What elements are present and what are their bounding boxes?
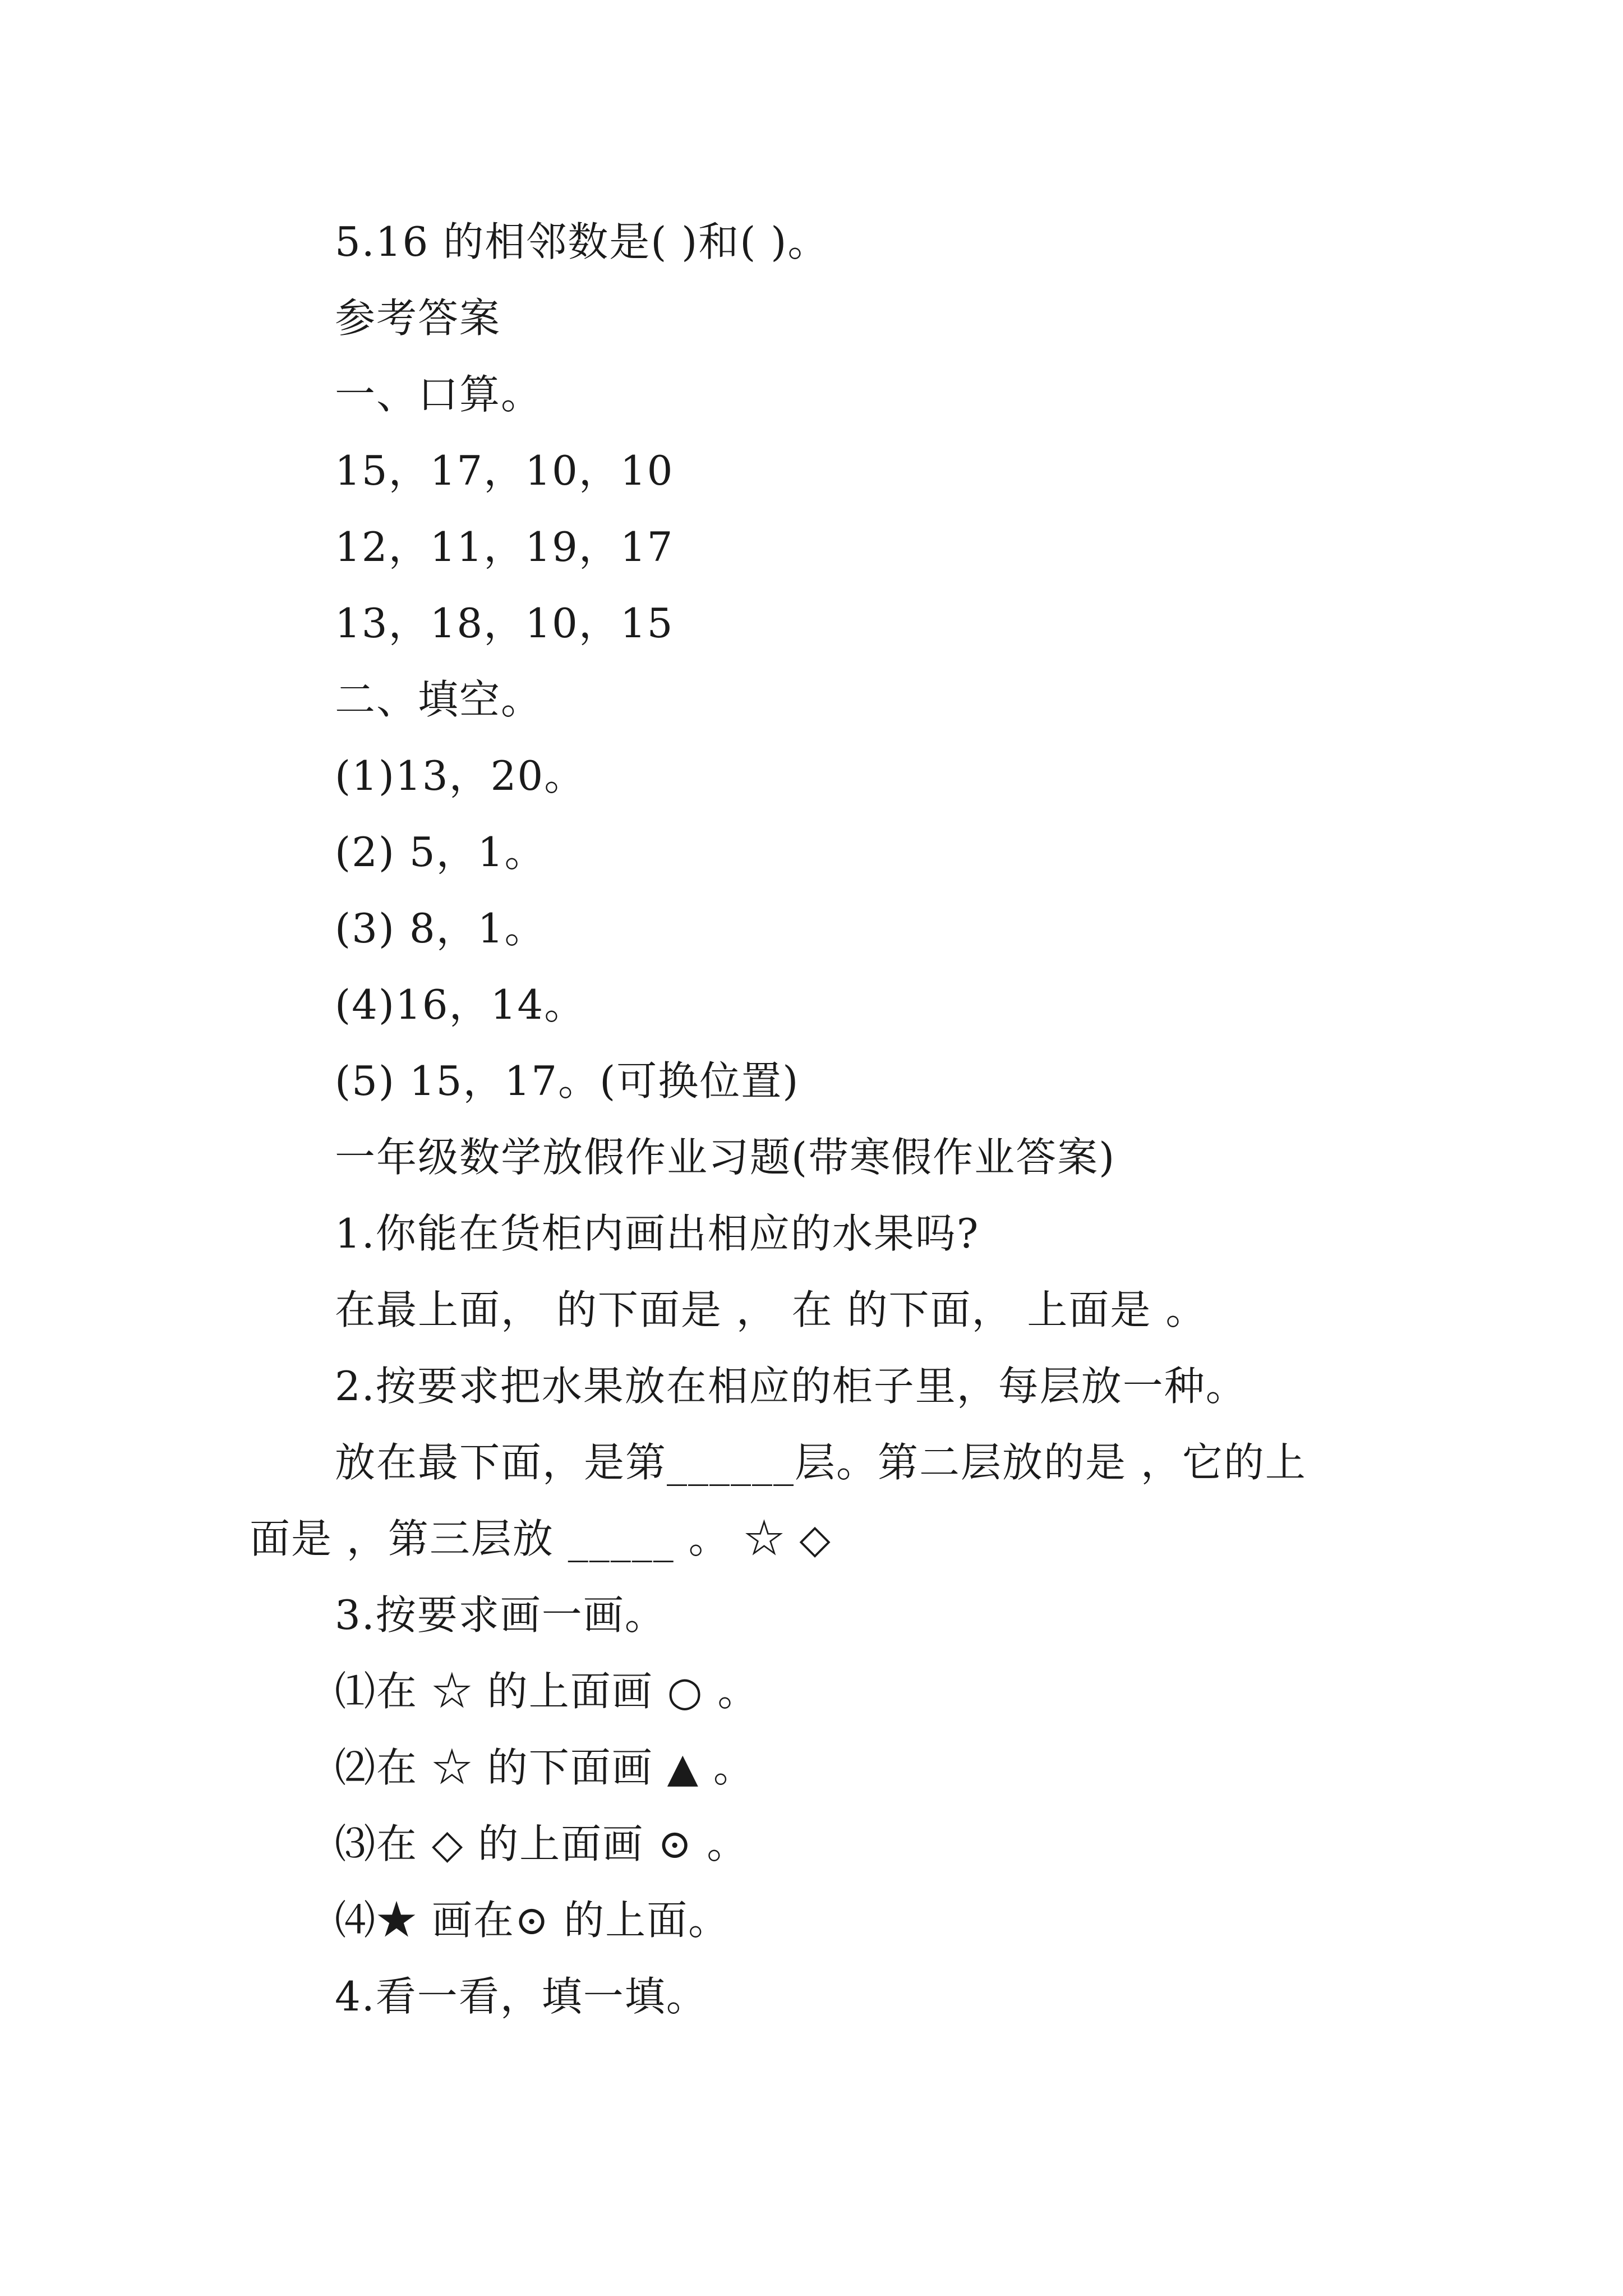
- section-1-heading: 一、口算。: [335, 371, 543, 418]
- homework-title: 一年级数学放假作业习题(带寒假作业答案): [335, 1134, 1116, 1181]
- answer-row-1: 15，17，10，10: [335, 447, 674, 494]
- fill-answer-4: (4)16，14。: [335, 981, 586, 1028]
- exercise-3-item-2: ⑵在 ☆ 的下面画 ▲ 。: [335, 1744, 755, 1791]
- question-5-adjacent-numbers: 5.16 的相邻数是( )和( )。: [335, 218, 829, 265]
- fill-answer-5: (5) 15，17。(可换位置): [335, 1057, 800, 1105]
- exercise-1-prompt: 1.你能在货柜内画出相应的水果吗?: [335, 1210, 980, 1257]
- fill-answer-1: (1)13，20。: [335, 752, 586, 799]
- exercise-3-item-1: ⑴在 ☆ 的上面画 ○ 。: [335, 1668, 759, 1715]
- answer-row-2: 12，11，19，17: [335, 523, 674, 570]
- answer-key-heading: 参考答案: [335, 295, 501, 342]
- exercise-3-prompt: 3.按要求画一画。: [335, 1591, 666, 1639]
- exercise-1-blanks: 在最上面， 的下面是 ， 在 的下面， 上面是 。: [335, 1286, 1207, 1333]
- exercise-4-prompt: 4.看一看，填一填。: [335, 1973, 708, 2020]
- answer-row-3: 13，18，10，15: [335, 600, 674, 647]
- exercise-2-blanks-line-1: 放在最下面，是第______层。第二层放的是 ，它的上: [335, 1439, 1307, 1486]
- exercise-2-blanks-line-2: 面是 ，第三层放 _____ 。 ☆ ◇: [250, 1515, 832, 1562]
- section-2-heading: 二、填空。: [335, 676, 543, 723]
- fill-answer-3: (3) 8，1。: [335, 905, 546, 952]
- exercise-2-prompt: 2.按要求把水果放在相应的柜子里，每层放一种。: [335, 1363, 1247, 1410]
- exercise-3-item-4: ⑷★ 画在⊙ 的上面。: [335, 1897, 730, 1944]
- fill-answer-2: (2) 5，1。: [335, 829, 546, 876]
- exercise-3-item-3: ⑶在 ◇ 的上面画 ⊙ 。: [335, 1820, 749, 1867]
